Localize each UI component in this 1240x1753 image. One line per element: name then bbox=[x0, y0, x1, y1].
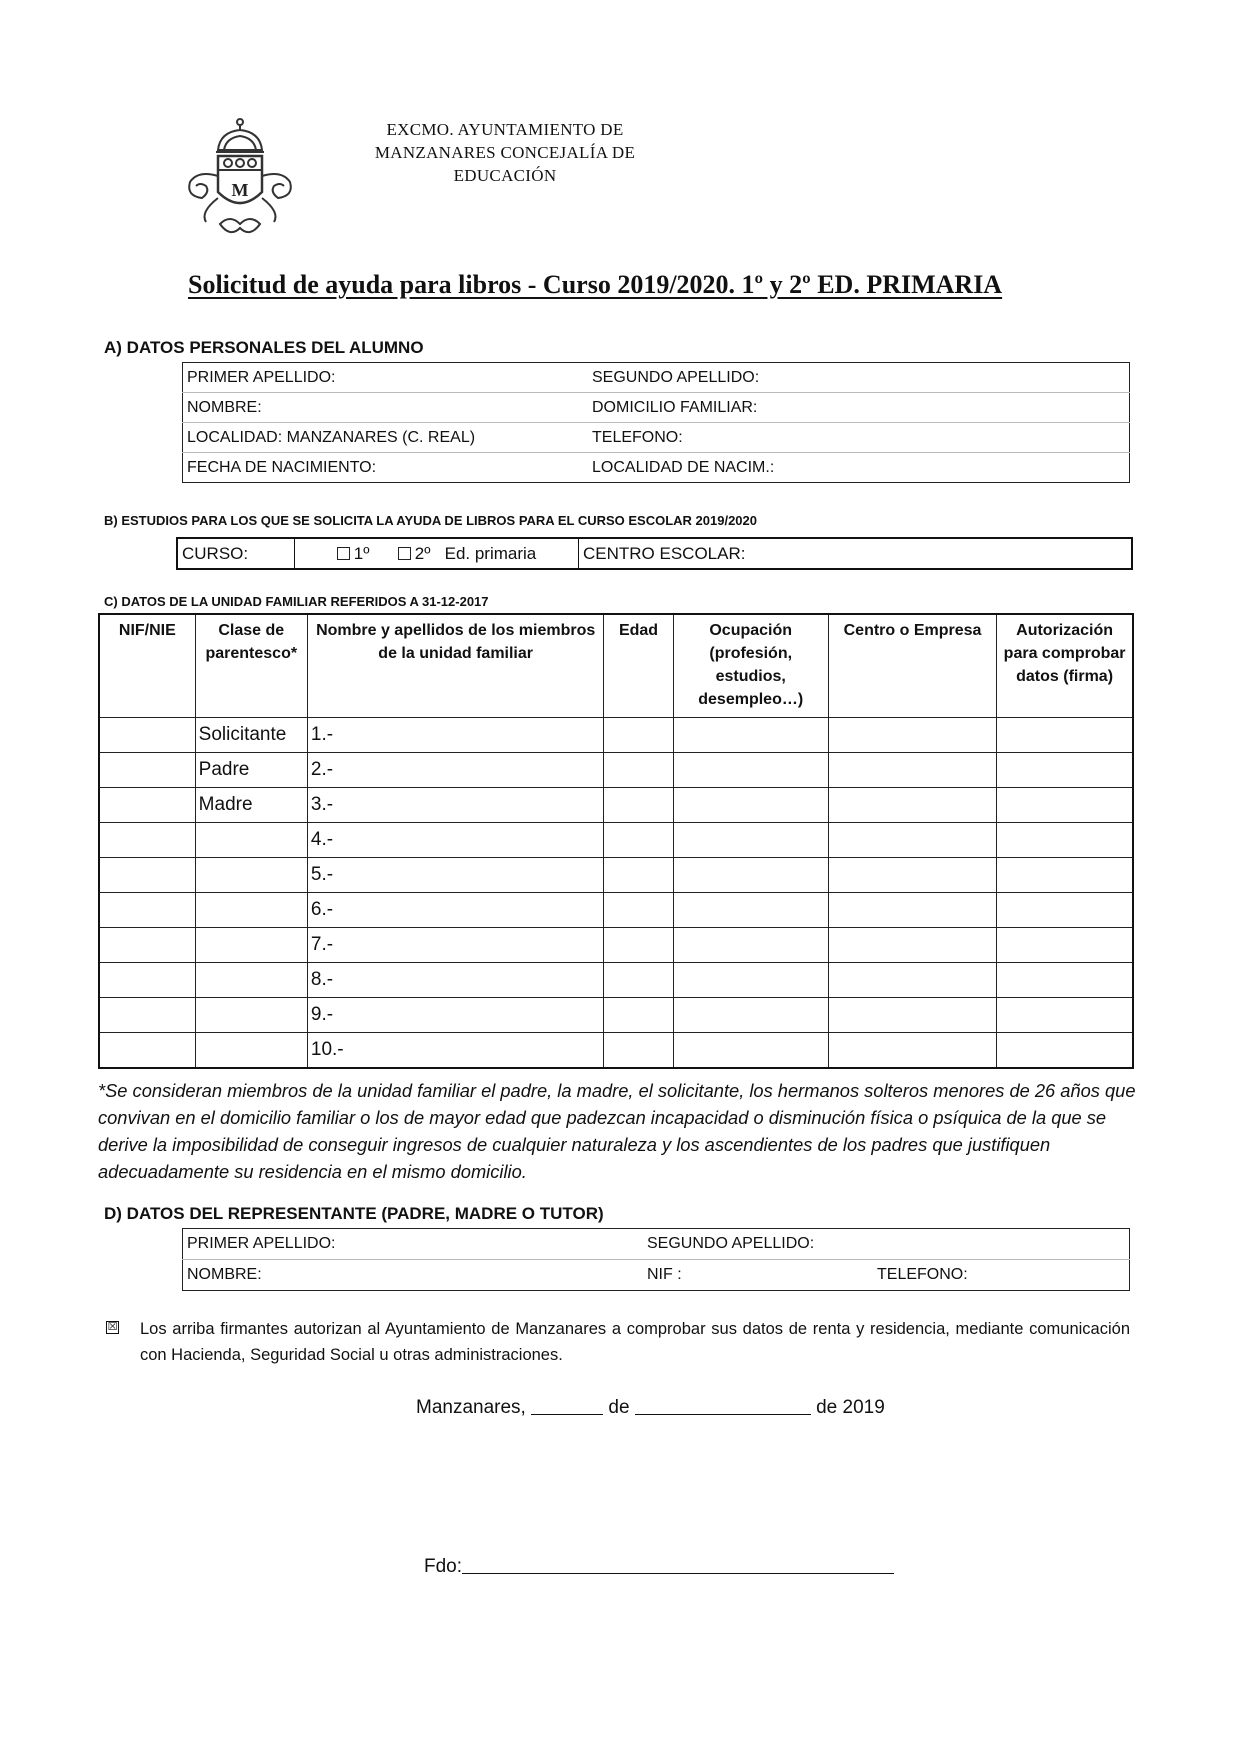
parentesco-cell[interactable]: Solicitante bbox=[195, 718, 307, 753]
day-blank[interactable] bbox=[531, 1396, 603, 1415]
nombre-cell[interactable]: 2.- bbox=[307, 753, 604, 788]
edad-cell[interactable] bbox=[604, 928, 673, 963]
nombre-cell[interactable]: 9.- bbox=[307, 998, 604, 1033]
table-row bbox=[177, 538, 1132, 569]
table-row bbox=[99, 893, 1133, 928]
course-1-checkbox[interactable] bbox=[337, 547, 350, 560]
nombre-cell[interactable]: 3.- bbox=[307, 788, 604, 823]
ocupacion-cell[interactable] bbox=[673, 753, 828, 788]
nombre-cell[interactable]: 5.- bbox=[307, 858, 604, 893]
centro-cell[interactable] bbox=[828, 963, 996, 998]
org-line-3: EDUCACIÓN bbox=[453, 166, 557, 185]
nif-cell[interactable] bbox=[99, 718, 195, 753]
autorizacion-cell[interactable] bbox=[997, 893, 1133, 928]
family-note: *Se consideran miembros de la unidad familiar el padre, la madre, el solicitante, los hermanos solteros menores de 26 años que convivan en el domicilio familiar o los de mayor edad que padezcan incapacidad o disminución física o psíquica de la que se derive la imposibilidad de conseguir ingresos de cualquier naturaleza y los ascendientes de los padres que justifiquen adecuadamente su residencia en el mismo domicilio. bbox=[98, 1080, 1136, 1182]
org-line-2: MANZANARES CONCEJALÍA DE bbox=[374, 143, 636, 162]
edad-cell[interactable] bbox=[604, 753, 673, 788]
table-row bbox=[99, 1033, 1133, 1069]
autorizacion-cell[interactable] bbox=[997, 718, 1133, 753]
nombre-cell[interactable]: 1.- bbox=[307, 718, 604, 753]
centro-cell[interactable] bbox=[828, 1033, 996, 1069]
table-row bbox=[183, 1260, 1130, 1291]
nif-cell[interactable] bbox=[99, 858, 195, 893]
date-line bbox=[416, 1396, 885, 1419]
course-2-checkbox[interactable] bbox=[398, 547, 411, 560]
centro-cell[interactable] bbox=[828, 823, 996, 858]
nombre-cell[interactable]: 8.- bbox=[307, 963, 604, 998]
parentesco-cell[interactable] bbox=[195, 963, 307, 998]
nombre-cell[interactable]: 7.- bbox=[307, 928, 604, 963]
table-row bbox=[183, 423, 1130, 453]
centro-cell[interactable] bbox=[828, 893, 996, 928]
autorizacion-cell[interactable] bbox=[997, 753, 1133, 788]
nif-cell[interactable] bbox=[99, 998, 195, 1033]
nif-cell[interactable] bbox=[99, 788, 195, 823]
nombre-field[interactable]: NOMBRE: bbox=[183, 393, 589, 423]
table-row bbox=[183, 1229, 1130, 1260]
section-c-title: C) DATOS DE LA UNIDAD FAMILIAR REFERIDOS A 31-12-2017 bbox=[104, 594, 489, 609]
table-row bbox=[99, 998, 1133, 1033]
logo-letter: M bbox=[231, 180, 249, 200]
month-blank[interactable] bbox=[635, 1396, 811, 1415]
de-label-1: de bbox=[608, 1397, 630, 1418]
edad-cell[interactable] bbox=[604, 718, 673, 753]
parentesco-cell[interactable]: Padre bbox=[195, 753, 307, 788]
ocupacion-cell[interactable] bbox=[673, 893, 828, 928]
course-2-label: 2º bbox=[414, 543, 431, 563]
localidad-field[interactable]: LOCALIDAD: MANZANARES (C. REAL) bbox=[183, 423, 589, 453]
parentesco-cell[interactable] bbox=[195, 928, 307, 963]
rep-nombre-field[interactable]: NOMBRE: bbox=[187, 1266, 262, 1283]
ocupacion-cell[interactable] bbox=[673, 718, 828, 753]
table-header-row bbox=[99, 614, 1133, 718]
centro-escolar-field[interactable]: CENTRO ESCOLAR: bbox=[583, 543, 746, 563]
course-1-label: 1º bbox=[353, 543, 370, 563]
autorizacion-cell[interactable] bbox=[997, 1033, 1133, 1069]
student-data-table bbox=[182, 362, 1130, 483]
parentesco-cell[interactable] bbox=[195, 858, 307, 893]
ocupacion-cell[interactable] bbox=[673, 963, 828, 998]
segundo-apellido-field[interactable]: SEGUNDO APELLIDO: bbox=[588, 363, 1130, 393]
table-row bbox=[99, 753, 1133, 788]
header-nombre: Nombre y apellidos de los miembros de la unidad familiar bbox=[307, 614, 604, 718]
primer-apellido-field[interactable]: PRIMER APELLIDO: bbox=[183, 363, 589, 393]
edad-cell[interactable] bbox=[604, 963, 673, 998]
family-table bbox=[98, 613, 1134, 1069]
place-label: Manzanares, bbox=[416, 1397, 526, 1418]
autorizacion-cell[interactable] bbox=[997, 928, 1133, 963]
autorizacion-cell[interactable] bbox=[997, 963, 1133, 998]
ocupacion-cell[interactable] bbox=[673, 823, 828, 858]
localidad-nacimiento-field[interactable]: LOCALIDAD DE NACIM.: bbox=[592, 458, 775, 476]
nombre-cell[interactable]: 10.- bbox=[307, 1033, 604, 1069]
nombre-cell[interactable]: 6.- bbox=[307, 893, 604, 928]
header-parentesco: Clase de parentesco* bbox=[195, 614, 307, 718]
section-b-title: B) ESTUDIOS PARA LOS QUE SE SOLICITA LA AYUDA DE LIBROS PARA EL CURSO ESCOLAR 2019/2020 bbox=[104, 513, 757, 528]
table-row bbox=[99, 858, 1133, 893]
org-line-1: EXCMO. AYUNTAMIENTO DE bbox=[386, 120, 624, 139]
section-d-title: D) DATOS DEL REPRESENTANTE (PADRE, MADRE O TUTOR) bbox=[104, 1204, 604, 1223]
centro-cell[interactable] bbox=[828, 753, 996, 788]
domicilio-field[interactable]: DOMICILIO FAMILIAR: bbox=[588, 393, 1130, 423]
header-nif: NIF/NIE bbox=[99, 614, 195, 718]
course-table bbox=[176, 537, 1133, 570]
nif-cell[interactable] bbox=[99, 928, 195, 963]
ocupacion-cell[interactable] bbox=[673, 928, 828, 963]
parentesco-cell[interactable] bbox=[195, 823, 307, 858]
centro-cell[interactable] bbox=[828, 718, 996, 753]
fecha-nacimiento-field[interactable]: FECHA DE NACIMIENTO: bbox=[187, 458, 377, 476]
parentesco-cell[interactable] bbox=[195, 1033, 307, 1069]
edad-cell[interactable] bbox=[604, 893, 673, 928]
organization-header bbox=[370, 118, 640, 187]
nif-cell[interactable] bbox=[99, 893, 195, 928]
table-row bbox=[183, 363, 1130, 393]
nombre-cell[interactable]: 4.- bbox=[307, 823, 604, 858]
rep-segundo-apellido-field[interactable]: SEGUNDO APELLIDO: bbox=[643, 1229, 1130, 1260]
parentesco-cell[interactable] bbox=[195, 998, 307, 1033]
header-autorizacion: Autorización para comprobar datos (firma) bbox=[997, 614, 1133, 718]
signature-line bbox=[424, 1555, 894, 1578]
table-row bbox=[99, 928, 1133, 963]
ocupacion-cell[interactable] bbox=[673, 998, 828, 1033]
ocupacion-cell[interactable] bbox=[673, 858, 828, 893]
representative-table bbox=[182, 1228, 1130, 1291]
table-row bbox=[99, 823, 1133, 858]
header-centro: Centro o Empresa bbox=[828, 614, 996, 718]
header-ocupacion: Ocupación (profesión, estudios, desempleo…) bbox=[673, 614, 828, 718]
year-label: de 2019 bbox=[816, 1397, 885, 1418]
autorizacion-cell[interactable] bbox=[997, 858, 1133, 893]
level-label: Ed. primaria bbox=[444, 543, 537, 563]
section-a-title: A) DATOS PERSONALES DEL ALUMNO bbox=[104, 338, 424, 357]
table-row bbox=[183, 393, 1130, 423]
nif-cell[interactable] bbox=[99, 823, 195, 858]
signature-blank[interactable] bbox=[462, 1555, 894, 1574]
edad-cell[interactable] bbox=[604, 788, 673, 823]
nif-cell[interactable] bbox=[99, 753, 195, 788]
edad-cell[interactable] bbox=[604, 858, 673, 893]
centro-cell[interactable] bbox=[828, 858, 996, 893]
centro-cell[interactable] bbox=[828, 788, 996, 823]
parentesco-cell[interactable] bbox=[195, 893, 307, 928]
table-row bbox=[99, 963, 1133, 998]
table-row bbox=[99, 788, 1133, 823]
table-row bbox=[183, 453, 1130, 483]
ocupacion-cell[interactable] bbox=[673, 788, 828, 823]
rep-telefono-field[interactable]: TELEFONO: bbox=[877, 1266, 968, 1283]
autorizacion-cell[interactable] bbox=[997, 823, 1133, 858]
centro-cell[interactable] bbox=[828, 998, 996, 1033]
nif-cell[interactable] bbox=[99, 1033, 195, 1069]
course-options bbox=[295, 538, 579, 569]
rep-primer-apellido-field[interactable]: PRIMER APELLIDO: bbox=[183, 1229, 644, 1260]
edad-cell[interactable] bbox=[604, 823, 673, 858]
autorizacion-cell[interactable] bbox=[997, 788, 1133, 823]
ocupacion-cell[interactable] bbox=[673, 1033, 828, 1069]
header-edad: Edad bbox=[604, 614, 673, 718]
coat-of-arms-icon bbox=[180, 116, 300, 248]
authorization-checkbox[interactable]: ☒ bbox=[107, 1321, 118, 1333]
telefono-field[interactable]: TELEFONO: bbox=[588, 423, 1130, 453]
curso-label: CURSO: bbox=[177, 538, 295, 569]
centro-cell[interactable] bbox=[828, 928, 996, 963]
page-title: Solicitud de ayuda para libros - Curso 2019/2020. 1º y 2º ED. PRIMARIA bbox=[188, 270, 1003, 299]
authorization-text: Los arriba firmantes autorizan al Ayuntamiento de Manzanares a comprobar sus datos de renta y residencia, mediante comunicación con Hacienda, Seguridad Social u otras administraciones. bbox=[140, 1320, 1130, 1364]
autorizacion-cell[interactable] bbox=[997, 998, 1133, 1033]
table-row bbox=[99, 718, 1133, 753]
edad-cell[interactable] bbox=[604, 1033, 673, 1069]
parentesco-cell[interactable]: Madre bbox=[195, 788, 307, 823]
nif-cell[interactable] bbox=[99, 963, 195, 998]
signature-label: Fdo: bbox=[424, 1556, 463, 1577]
rep-nif-field[interactable]: NIF : bbox=[647, 1266, 682, 1283]
edad-cell[interactable] bbox=[604, 998, 673, 1033]
